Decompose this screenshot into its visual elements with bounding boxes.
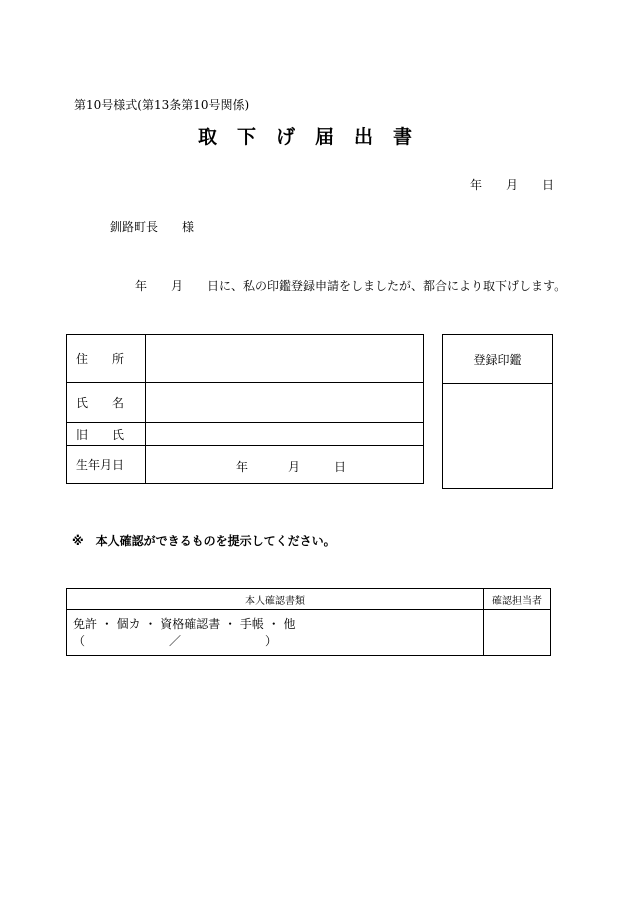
address-field[interactable]	[146, 335, 424, 383]
id-doc-options: 免許 ・ 個カ ・ 資格確認書 ・ 手帳 ・ 他	[73, 617, 296, 631]
statement-year-label: 年	[135, 279, 148, 293]
dob-field[interactable]	[146, 446, 424, 484]
statement-text: 日に、私の印鑑登録申請をしましたが、都合により取下げします。	[207, 279, 567, 293]
id-doc-cell[interactable]	[67, 610, 484, 656]
id-doc-header: 本人確認書類	[67, 589, 484, 610]
id-notice: ※ 本人確認ができるものを提示してください。	[72, 534, 336, 548]
name-field[interactable]	[146, 383, 424, 423]
seal-box	[442, 334, 553, 489]
name-label: 氏 名	[67, 383, 146, 423]
staff-header: 確認担当者	[484, 589, 551, 610]
id-doc-bracket: （ ／ ）	[73, 634, 278, 648]
name-row	[67, 383, 424, 423]
applicant-table	[66, 334, 424, 484]
seal-label: 登録印鑑	[443, 335, 553, 384]
former-name-label: 旧 氏	[67, 423, 146, 446]
withdrawal-statement	[135, 277, 566, 294]
page-title: 取下げ届出書	[197, 126, 432, 148]
dob-day-label: 日	[334, 460, 347, 474]
dob-year-label: 年	[236, 460, 249, 474]
seal-stamp-area[interactable]	[443, 384, 553, 489]
statement-month-label: 月	[171, 279, 184, 293]
id-verification-table	[66, 588, 551, 656]
former-name-row	[67, 423, 424, 446]
dob-label: 生年月日	[67, 446, 146, 484]
submission-date	[470, 176, 554, 193]
recipient: 釧路町長 様	[110, 220, 195, 234]
date-month-label: 月	[506, 178, 519, 192]
address-row	[67, 335, 424, 383]
form-number: 第10号様式(第13条第10号関係)	[74, 98, 250, 112]
address-label: 住 所	[67, 335, 146, 383]
dob-month-label: 月	[288, 460, 301, 474]
dob-row	[67, 446, 424, 484]
date-year-label: 年	[470, 178, 483, 192]
date-day-label: 日	[542, 178, 555, 192]
staff-cell[interactable]	[484, 610, 551, 656]
former-name-field[interactable]	[146, 423, 424, 446]
